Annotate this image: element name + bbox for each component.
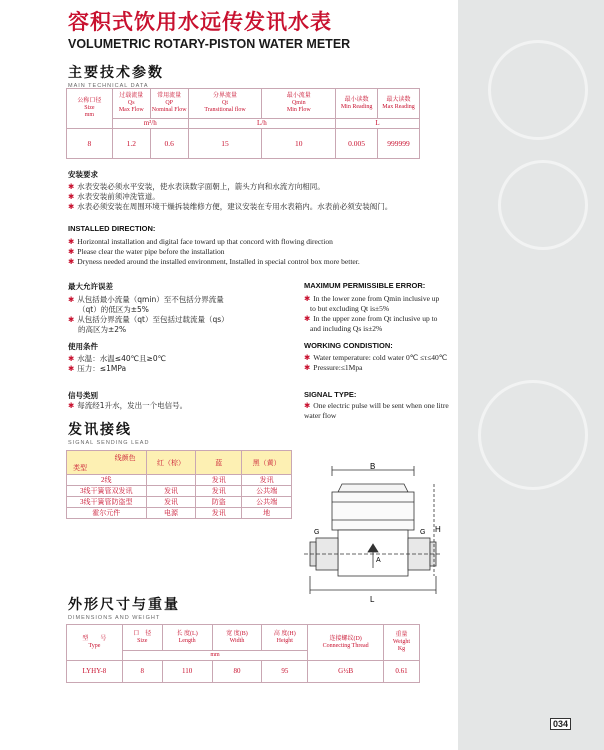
tech-heading-en: MAIN TECHNICAL DATA [68,83,149,89]
conditions-heading-cn: 使用条件 [68,342,98,351]
error-heading-en: MAXIMUM PERMISSIBLE ERROR: [304,281,426,290]
lead-heading-en: SIGNAL SENDING LEAD [68,440,150,446]
value-min-reading: 0.005 [336,129,378,159]
error-heading-cn: 最大允许误差 [68,282,113,291]
dims-value-height: 95 [262,661,308,683]
col-nominal-flow: 常用流量 QP Nominal Flow [150,89,188,119]
value-nominal-flow: 0.6 [150,129,188,159]
dims-col-length: 长 度(L) Length [162,625,212,651]
dim-label-b: B [370,462,376,471]
page-title-cn: 容积式饮用水远传发讯水表 [68,10,332,34]
install-item-en: ✱ Dryness needed around the installed environment, Installed in special control box more better. [68,257,360,266]
conditions-list-en: ✱ Water temperature: cold water 0℃ ≤τ≤40℃ ✱ Pressure:≤1Mpa [304,353,448,372]
signal-heading-cn: 信号类别 [68,391,98,400]
dims-value-width: 80 [212,661,262,683]
dims-value-weight: 0.61 [384,661,420,683]
lead-row: 3线干簧管双发讯 发讯 发讯 公共端 [67,486,292,497]
install-list-en [68,237,458,267]
error-list-en: ✱ In the lower zone from Qmin inclusive up to but excluding Qt is±5% ✱ In the upper zone from Qt inclusive up to and including Qs is±2% [304,294,440,333]
lead-table [66,450,292,519]
tech-table [66,88,420,159]
dim-label-g-left: G [314,529,320,536]
meter-dimension-diagram [302,462,442,612]
lead-col-black: 黑（黄） [242,451,292,475]
unit-flow: m³/h [112,119,188,129]
dims-col-width: 宽 度(B) Width [212,625,262,651]
col-max-flow: 过载流量 Qs Max Flow [112,89,150,119]
unit-lh: L/h [188,119,336,129]
install-item: ✱ 水表必须安装在周围环境干燥拆装维修方便，建议安装在专用水表箱内。水表前必须安装阀门。 [68,202,393,211]
dim-label-l: L [370,595,375,604]
value-min-flow: 10 [262,129,336,159]
dims-heading [68,594,180,621]
install-item-en: ✱ Horizontal installation and digital face toward up that concord with flowing direction [68,237,333,246]
dim-label-a: A [376,557,381,564]
conditions-list-cn: ✱ 水温：水温≤40℃且≥0℃ ✱ 压力：≤1MPa [68,354,167,373]
value-transitional-flow: 15 [188,129,262,159]
signal-text-cn: ✱ 每流经1升水，发出一个电信号。 [68,401,188,410]
lead-corner-cell: 线颜色 类型 [67,451,147,475]
col-transitional-flow: 分界流量 Qt Transitional flow [188,89,262,119]
dims-col-weight: 重量 Weight Kg [384,625,420,661]
unit-l: L [336,119,420,129]
ghost-meter-graphic [488,40,588,140]
install-item: ✱ 水表安装前须冲洗管道。 [68,192,160,201]
col-min-reading: 最小读数 Min Reading [336,89,378,119]
lead-heading-cn: 发讯接线 [68,422,132,438]
dims-col-type: 型 号 Type [67,625,123,661]
lead-row: 2线 发讯 发讯 [67,475,292,486]
dims-heading-cn: 外形尺寸与重量 [68,597,180,613]
dims-value-size: 8 [122,661,162,683]
install-item: ✱ 水表安装必须水平安装，使水表读数字面朝上，箭头方向和水流方向相同。 [68,182,325,191]
lead-col-blue: 蓝 [196,451,242,475]
lead-heading [68,419,149,446]
tech-heading-cn: 主要技术参数 [68,65,164,81]
install-item-en: ✱ Please clear the water pipe before the installation [68,247,225,256]
dims-table [66,624,420,683]
lead-row: 霍尔元件 电源 发讯 地 [67,508,292,519]
dims-col-height: 高 度(H) Height [262,625,308,651]
dim-label-g-right: G [420,529,426,536]
dim-label-h: H [435,525,441,534]
install-heading-cn: 安装要求 [68,170,98,179]
dims-value-length: 110 [162,661,212,683]
decorative-sidebar [458,0,604,750]
page-title-en: VOLUMETRIC ROTARY-PISTON WATER METER [68,37,351,51]
dims-heading-en: DIMENSIONS AND WEIGHT [68,615,161,621]
dims-col-thread: 连接螺纹(D) Connecting Thread [308,625,384,661]
ghost-meter-graphic [498,160,588,250]
dims-value-type: LYHY-8 [67,661,123,683]
signal-text-en: ✱ One electric pulse will be sent when one litre water flow [304,401,449,420]
install-heading-en: INSTALLED DIRECTION: [68,224,156,233]
lead-row: 3线干簧管防盗型 发讯 防盗 公共端 [67,497,292,508]
dims-col-size: 口 径 Size [122,625,162,651]
lead-col-red: 红（棕） [146,451,196,475]
col-min-flow: 最小流量 Qmin Min Flow [262,89,336,119]
tech-heading [68,62,164,89]
value-size: 8 [67,129,113,159]
value-max-flow: 1.2 [112,129,150,159]
size-header: 公称口径 Size mm [67,89,113,129]
ghost-meter-graphic [478,380,588,490]
value-max-reading: 999999 [378,129,420,159]
conditions-heading-en: WORKING CONDISTION: [304,341,393,350]
dims-value-thread: G½B [308,661,384,683]
install-list-cn [68,182,458,212]
dims-unit-mm: mm [122,651,307,661]
page-number: 034 [550,718,571,730]
signal-heading-en: SIGNAL TYPE: [304,390,357,399]
error-list-cn: ✱ 从包括最小流量（qmin）至不包括分界流量 （qt）的低区为±5% ✱ 从包括分界流量（qt）至包括过载流量（qs） 的高区为±2% [68,295,229,334]
col-max-reading: 最大读数 Max Reading [378,89,420,119]
